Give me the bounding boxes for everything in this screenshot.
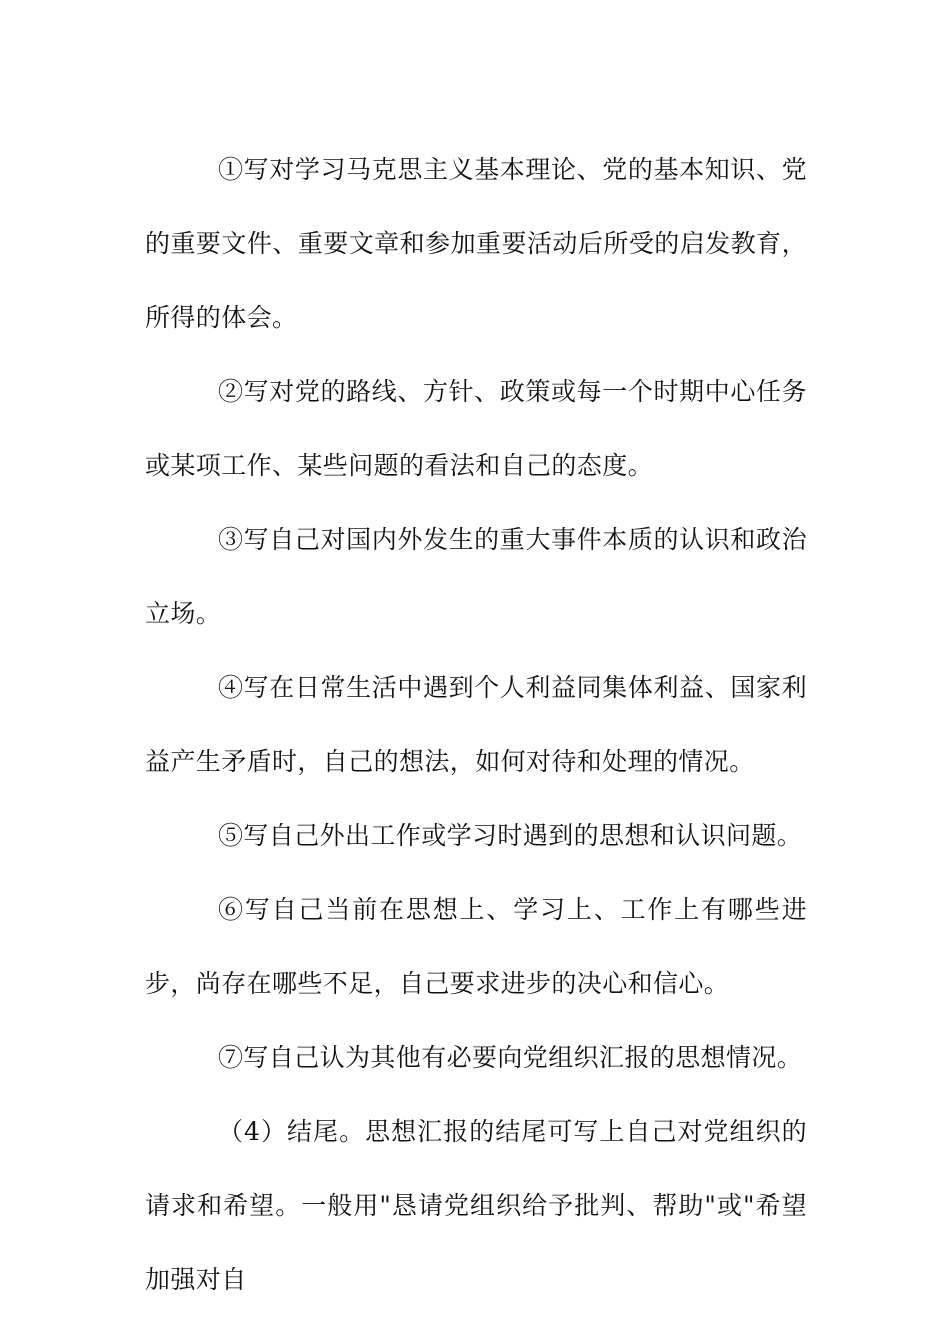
paragraph-item-3: ③写自己对国内外发生的重大事件本质的认识和政治立场。 xyxy=(145,525,807,628)
paragraph-item-5: ⑤写自己外出工作或学习时遇到的思想和认识问题。 xyxy=(218,821,803,850)
paragraph-item-7: ⑦写自己认为其他有必要向党组织汇报的思想情况。 xyxy=(218,1043,803,1072)
paragraph-item-1: ①写对学习马克思主义基本理论、党的基本知识、党的重要文件、重要文章和参加重要活动后所受的启发教育，所得的体会。 xyxy=(145,155,807,332)
paragraph-item-6: ⑥写自己当前在思想上、学习上、工作上有哪些进步，尚存在哪些不足，自己要求进步的决心和信心。 xyxy=(145,895,807,998)
paragraph-item-4: ④写在日常生活中遇到个人利益同集体利益、国家利益产生矛盾时，自己的想法，如何对待和处理的情况。 xyxy=(145,673,807,776)
paragraph-conclusion: （4）结尾。思想汇报的结尾可写上自己对党组织的请求和希望。一般用"恳请党组织给予批判、帮助"或"希望加强对自 xyxy=(145,1117,807,1294)
document-body xyxy=(145,133,807,1317)
paragraph-item-2: ②写对党的路线、方针、政策或每一个时期中心任务或某项工作、某些问题的看法和自己的态度。 xyxy=(145,377,807,480)
